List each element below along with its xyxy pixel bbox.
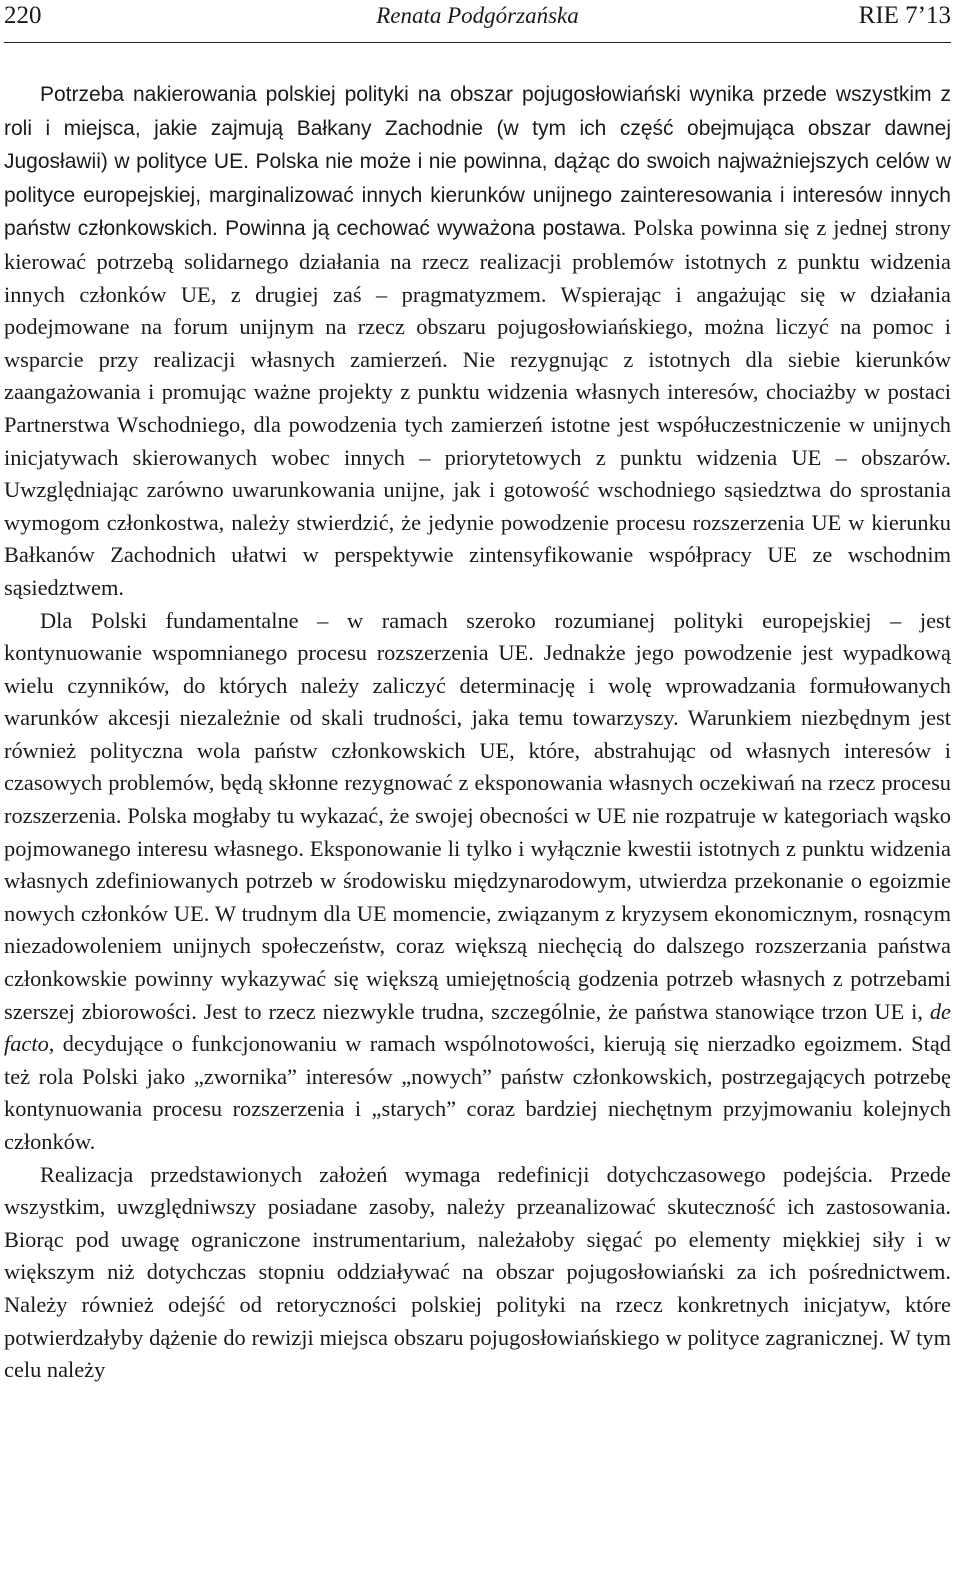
paragraph-3-text: Realizacja przedstawionych założeń wymaga redefinicji dotychczasowego podejścia. Przede wszystkim, uwzględniwszy posiadane zasoby, należy przeanalizować skuteczność ich zastosowania. Biorąc pod uwagę ograniczone instrumentarium, należałoby sięgać po elementy miękkiej siły i w większym niż dotychczas stopniu oddziaływać na obszar pojugosłowiański za ich pośrednictwem. Należy również odejść od retoryczności polskiej polityki na rzecz konkretnych inicjatyw, które potwierdzałyby dążenie do rewizji miejsca obszaru pojugosłowiańskiego w polityce zagranicznej. W tym celu należy	[4, 1161, 951, 1383]
paragraph-2-italic-phrase: de facto	[4, 998, 951, 1057]
paragraph-1-part-1: Potrzeba nakierowania polskiej polityki na obszar pojugosłowiański wynika przede wszystkim z roli i miejsca, jakie zajmują Bałkany Zachodnie (w tym ich część obejmująca obszar dawnej Jugosławii) w polityce UE. Polska nie może i nie powinna, dążąc do swoich najważniejszych celów w polityce europejskiej, marginalizować innych kierunków unijnego zainteresowania i interesów innych państw członkowskich. Powinna ją cechować wyważona postawa.	[4, 83, 951, 241]
paragraph-1	[4, 78, 951, 605]
running-header	[4, 0, 951, 43]
running-author: Renata Podgórzańska	[376, 3, 579, 28]
document-page	[4, 0, 951, 1383]
journal-id: RIE 7’13	[858, 2, 951, 29]
paragraph-2-part-1: Dla Polski fundamentalne – w ramach szeroko rozumianej polityki europejskiej – jest kontynuowanie wspomnianego procesu rozszerzenia UE. Jednakże jego powodzenie jest wypadkową wielu czynników, do których należy zaliczyć determinację i wolę wprowadzania formułowanych warunków akcesji niezależnie od skali trudności, jaka temu towarzyszy. Warunkiem niezbędnym jest również polityczna wola państw członkowskich UE, które, abstrahując od własnych interesów i czasowych problemów, będą skłonne rezygnować z eksponowania własnych oczekiwań na rzecz procesu rozszerzenia. Polska mogłaby tu wykazać, że swojej obecności w UE nie rozpatruje w kategoriach wąsko pojmowanego interesu własnego. Eksponowanie li tylko i wyłącznie kwestii istotnych z punktu widzenia własnych zdefiniowanych potrzeb w środowisku międzynarodowym, utwierdza przekonanie o egoizmie nowych członków UE. W trudnym dla UE momencie, związanym z kryzysem ekonomicznym, rosnącym niezadowoleniem unijnych społeczeństw, coraz większą niechęcią do dalszego rozszerzania państwa członkowskie powinny wykazywać się większą umiejętnością godzenia potrzeb własnych z potrzebami szerszej zbiorowości. Jest to rzecz niezwykle trudna, szczególnie, że państwa stanowiące trzon UE i,	[4, 607, 951, 1024]
body-text	[4, 78, 951, 1387]
page-number: 220	[4, 2, 42, 29]
paragraph-1-part-2: Polska powinna się z jednej strony kierować potrzebą solidarnego działania na rzecz realizacji problemów istotnych z punktu widzenia innych członków UE, z drugiej zaś – pragmatyzmem. Wspierając i angażując się w działania podejmowane na forum unijnym na rzecz obszaru pojugosłowiańskiego, można liczyć na pomoc i wsparcie przy realizacji własnych zamierzeń. Nie rezygnując z istotnych dla siebie kierunków zaangażowania i promując ważne projekty z punktu widzenia własnych interesów, chociażby w postaci Partnerstwa Wschodniego, dla powodzenia tych zamierzeń istotne jest współuczestniczenie w unijnych inicjatywach skierowanych wobec innych – priorytetowych z punktu widzenia UE – obszarów. Uwzględniając zarówno uwarunkowania unijne, jak i gotowość wschodniego sąsiedztwa do sprostania wymogom członkostwa, należy stwierdzić, że jedynie powodzenie procesu rozszerzenia UE w kierunku Bałkanów Zachodnich ułatwi w perspektywie zintensyfikowanie współpracy UE ze wschodnim sąsiedztwem.	[4, 215, 951, 600]
paragraph-2-part-3: , decydujące o funkcjonowaniu w ramach wspólnotowości, kierują się nierzadko egoizmem. Stąd też rola Polski jako „zwornika” interesów „nowych” państw członkowskich, postrzegających potrzebę kontynuowania procesu rozszerzenia i „starych” coraz bardziej niechętnym przyjmowaniu kolejnych członków.	[4, 1031, 951, 1154]
paragraph-3	[4, 1159, 951, 1387]
paragraph-2	[4, 605, 951, 1159]
